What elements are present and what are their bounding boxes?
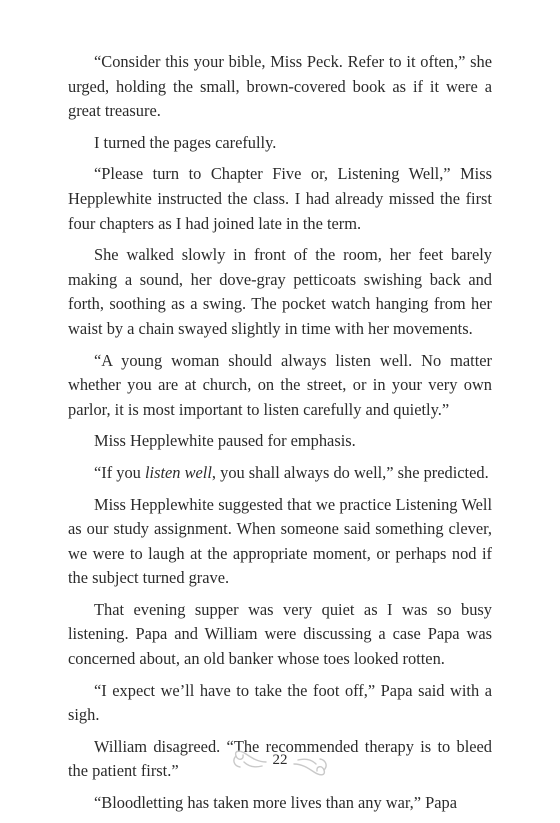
paragraph: “Please turn to Chapter Five or, Listening Well,” Miss Hepplewhite instructed the class. I had already missed the first four chapters as I had joined late in the term. bbox=[68, 164, 492, 233]
page-number: 22 bbox=[272, 752, 288, 768]
paragraph: William disagreed. “The recommended therapy is to bleed the patient first.” bbox=[68, 736, 492, 781]
paragraph: “A young woman should always listen well. No matter whether you are at church, on the street, or in your very own parlor, it is most important to listen carefully and quietly.” bbox=[68, 350, 492, 419]
paragraph: “Bloodletting has taken more lives than any war,” Papa bbox=[94, 793, 458, 813]
paragraph: I turned the pages carefully. bbox=[94, 132, 277, 152]
body-text bbox=[68, 50, 492, 816]
paragraph: That evening supper was very quiet as I was so busy listening. Papa and William were discussing a case Papa was concerned about, an old banker whose toes looked rotten. bbox=[68, 599, 492, 669]
paragraph: She walked slowly in front of the room, her feet barely making a sound, her dove-gray petticoats swishing back and forth, soothing as a swing. The pocket watch hanging from her waist by a chain swayed slightly in time with her movements. bbox=[68, 245, 492, 338]
paragraph: “I expect we’ll have to take the foot off,” Papa said with a sigh. bbox=[68, 680, 492, 725]
paragraph: “Consider this your bible, Miss Peck. Refer to it often,” she urged, holding the small, brown-covered book as if it were a great treasure. bbox=[68, 52, 492, 121]
page-footer bbox=[0, 740, 560, 784]
paragraph: Miss Hepplewhite paused for emphasis. bbox=[94, 431, 356, 451]
paragraph bbox=[68, 461, 492, 486]
paragraph-text: , you shall always do well,” she predicted. bbox=[211, 462, 489, 482]
paragraph-text: “If you bbox=[94, 462, 145, 482]
paragraph: Miss Hepplewhite suggested that we practice Listening Well as our study assignment. When someone said something clever, we were to laugh at the appropriate moment, or perhaps nod if the subject turned grave. bbox=[68, 494, 492, 588]
italic-phrase: listen well bbox=[144, 462, 212, 482]
